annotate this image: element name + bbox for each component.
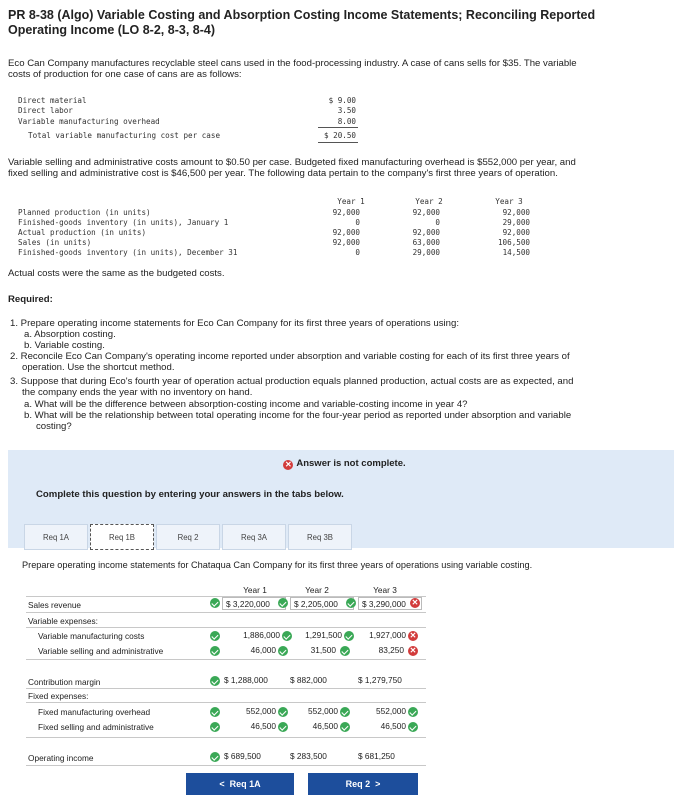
cost-value: 3.50 <box>337 106 356 115</box>
check-icon <box>278 707 288 717</box>
answer-status <box>0 458 689 470</box>
required-heading: Required: <box>8 294 53 305</box>
var-sa-y3-value[interactable]: 83,250 <box>378 645 404 655</box>
req-line: the company ends the year with no inventory on hand. <box>22 387 253 398</box>
check-icon <box>340 707 350 717</box>
check-icon <box>408 722 418 732</box>
contribution-margin-label: Contribution margin <box>28 677 101 687</box>
ops-row-label: Actual production (in units) <box>18 228 147 237</box>
intro-line-1: Eco Can Company manufactures recyclable steel cans used in the food-processing industry. A case of cans sells for $35. The variable <box>8 58 577 69</box>
check-icon <box>344 631 354 641</box>
check-icon <box>210 646 220 656</box>
operating-income-label: Operating income <box>28 753 94 763</box>
statement-header: Year 3 <box>373 585 397 595</box>
check-icon <box>340 722 350 732</box>
oi-y3-value[interactable]: $ 681,250 <box>358 751 395 761</box>
ops-row-label: Finished-goods inventory (in units), December 31 <box>18 248 238 257</box>
row-divider <box>26 627 426 628</box>
cell-value: $ 3,220,000 <box>226 599 270 609</box>
req-line: costing? <box>36 421 72 432</box>
fixed-mfg-y2-value[interactable]: 552,000 <box>308 706 338 716</box>
var-mfg-y3-value[interactable]: 1,927,000 <box>369 630 406 640</box>
ops-value: 92,000 <box>502 228 530 237</box>
sales-revenue-y2-input[interactable] <box>290 597 354 610</box>
req-line: b. What will be the relationship between total operating income for the four-year period as reported under absorption and variable <box>24 410 572 421</box>
req-line: b. Variable costing. <box>24 340 105 351</box>
ops-value: 0 <box>435 218 440 227</box>
row-divider <box>26 612 426 613</box>
ops-header: Year 1 <box>337 197 365 206</box>
check-icon <box>210 707 220 717</box>
sales-revenue-label: Sales revenue <box>28 600 82 610</box>
cm-y1-value[interactable]: $ 1,288,000 <box>224 675 268 685</box>
fixed-mfg-label: Fixed manufacturing overhead <box>38 707 151 717</box>
oi-y1-value[interactable]: $ 689,500 <box>224 751 261 761</box>
cost-label: Variable manufacturing overhead <box>18 117 160 126</box>
variable-line-2: fixed selling and administrative cost is $46,500 per year. The following data pertain to the company's first three years of operation. <box>8 168 558 179</box>
check-icon <box>210 676 220 686</box>
check-icon <box>408 707 418 717</box>
ops-row-label: Sales (in units) <box>18 238 92 247</box>
problem-title <box>8 8 678 38</box>
actual-costs-text: Actual costs were the same as the budgeted costs. <box>8 268 225 279</box>
error-icon: ✕ <box>411 598 419 607</box>
fixed-sa-label: Fixed selling and administrative <box>38 722 154 732</box>
row-divider <box>26 702 426 703</box>
req-line: 1. Prepare operating income statements for Eco Can Company for its first three years of operations using: <box>10 318 459 329</box>
sales-revenue-y1-input[interactable] <box>222 597 286 610</box>
var-mfg-label: Variable manufacturing costs <box>38 631 145 641</box>
cost-value: $ 9.00 <box>328 96 356 105</box>
chevron-left-icon: < <box>219 779 230 789</box>
complete-question-text: Complete this question by entering your answers in the tabs below. <box>36 489 344 500</box>
ops-value: 29,000 <box>502 218 530 227</box>
variable-line-1: Variable selling and administrative costs amount to $0.50 per case. Budgeted fixed manufacturing overhead is $552,000 per year, and <box>8 157 576 168</box>
tab-req-1b[interactable]: Req 1B <box>90 524 154 550</box>
instruction-text: Prepare operating income statements for Chataqua Can Company for its first three years of operations using variable costing. <box>22 560 533 570</box>
ops-value: 92,000 <box>412 228 440 237</box>
tab-req-3a[interactable]: Req 3A <box>222 524 286 550</box>
divider <box>318 142 358 143</box>
check-icon <box>278 646 288 656</box>
statement-header: Year 2 <box>305 585 329 595</box>
check-icon <box>282 631 292 641</box>
divider <box>318 127 358 128</box>
row-divider <box>26 659 426 660</box>
cost-label: Direct labor <box>18 106 73 115</box>
ops-value: 63,000 <box>412 238 440 247</box>
ops-value: 92,000 <box>332 238 360 247</box>
var-mfg-y2-value[interactable]: 1,291,500 <box>305 630 342 640</box>
error-icon: ✕ <box>409 631 417 640</box>
fixed-expenses-label: Fixed expenses: <box>28 691 89 701</box>
row-divider <box>26 688 426 689</box>
ops-value: 29,000 <box>412 248 440 257</box>
var-mfg-y1-value[interactable]: 1,886,000 <box>243 630 280 640</box>
ops-value: 92,000 <box>332 228 360 237</box>
tab-req-3b[interactable]: Req 3B <box>288 524 352 550</box>
check-icon <box>210 752 220 762</box>
fixed-mfg-y3-value[interactable]: 552,000 <box>376 706 406 716</box>
cost-value: 8.00 <box>337 117 356 126</box>
cell-value: $ 2,205,000 <box>294 599 338 609</box>
ops-value: 14,500 <box>502 248 530 257</box>
ops-value: 0 <box>355 218 360 227</box>
var-sa-y1-value[interactable]: 46,000 <box>250 645 276 655</box>
cost-label: Total variable manufacturing cost per case <box>28 131 221 140</box>
ops-row-label: Planned production (in units) <box>18 208 151 217</box>
answer-status-text: Answer is not complete. <box>296 458 406 469</box>
intro-line-2: costs of production for one case of cans are as follows: <box>8 69 242 80</box>
check-icon <box>210 631 220 641</box>
ops-value: 92,000 <box>412 208 440 217</box>
fixed-sa-y1-value[interactable]: 46,500 <box>250 721 276 731</box>
next-req-button[interactable] <box>308 773 418 795</box>
prev-req-button[interactable] <box>186 773 294 795</box>
intro-text <box>8 58 668 80</box>
ops-header: Year 3 <box>495 197 523 206</box>
ops-value: 106,500 <box>497 238 530 247</box>
check-icon <box>278 598 288 608</box>
check-icon <box>278 722 288 732</box>
variable-text <box>8 157 668 179</box>
check-icon <box>210 722 220 732</box>
row-divider <box>26 737 426 738</box>
fixed-sa-y2-value[interactable]: 46,500 <box>312 721 338 731</box>
fixed-mfg-y1-value[interactable]: 552,000 <box>246 706 276 716</box>
cm-y3-value[interactable]: $ 1,279,750 <box>358 675 402 685</box>
problem-title-line2: Operating Income (LO 8-2, 8-3, 8-4) <box>8 23 215 37</box>
variable-expenses-label: Variable expenses: <box>28 616 98 626</box>
cost-label: Direct material <box>18 96 87 105</box>
chevron-right-icon: > <box>370 779 381 789</box>
row-divider <box>26 765 426 766</box>
ops-value: 92,000 <box>502 208 530 217</box>
check-icon <box>210 598 220 608</box>
req-line: a. What will be the difference between absorption-costing income and variable-costing income in year 4? <box>24 399 468 410</box>
req-line: 3. Suppose that during Eco's fourth year of operation actual production equals planned production, actual costs are as expected, and <box>10 376 574 387</box>
ops-row-label: Finished-goods inventory (in units), January 1 <box>18 218 229 227</box>
statement-header: Year 1 <box>243 585 267 595</box>
problem-title-line1: PR 8-38 (Algo) Variable Costing and Absorption Costing Income Statements; Reconciling Reported <box>8 8 596 22</box>
ops-header: Year 2 <box>415 197 443 206</box>
req-line: a. Absorption costing. <box>24 329 116 340</box>
tab-req-2[interactable]: Req 2 <box>156 524 220 550</box>
ops-value: 0 <box>355 248 360 257</box>
req-line: operation. Use the shortcut method. <box>22 362 175 373</box>
error-icon: ✕ <box>285 460 292 469</box>
oi-y2-value[interactable]: $ 283,500 <box>290 751 327 761</box>
cost-total-value: $ 20.50 <box>323 131 356 140</box>
req-line: 2. Reconcile Eco Can Company's operating income reported under absorption and variable costing for each of its first three years of <box>10 351 570 362</box>
var-sa-label: Variable selling and administrative <box>38 646 164 656</box>
check-icon <box>340 646 350 656</box>
error-icon: ✕ <box>409 646 417 655</box>
var-sa-y2-value[interactable]: 31,500 <box>310 645 336 655</box>
next-req-label: Req 2 <box>345 779 371 789</box>
check-icon <box>346 598 356 608</box>
cm-y2-value[interactable]: $ 882,000 <box>290 675 327 685</box>
cell-value: $ 3,290,000 <box>362 599 406 609</box>
fixed-sa-y3-value[interactable]: 46,500 <box>380 721 406 731</box>
ops-value: 92,000 <box>332 208 360 217</box>
prev-req-label: Req 1A <box>229 779 261 789</box>
tab-req-1a[interactable]: Req 1A <box>24 524 88 550</box>
